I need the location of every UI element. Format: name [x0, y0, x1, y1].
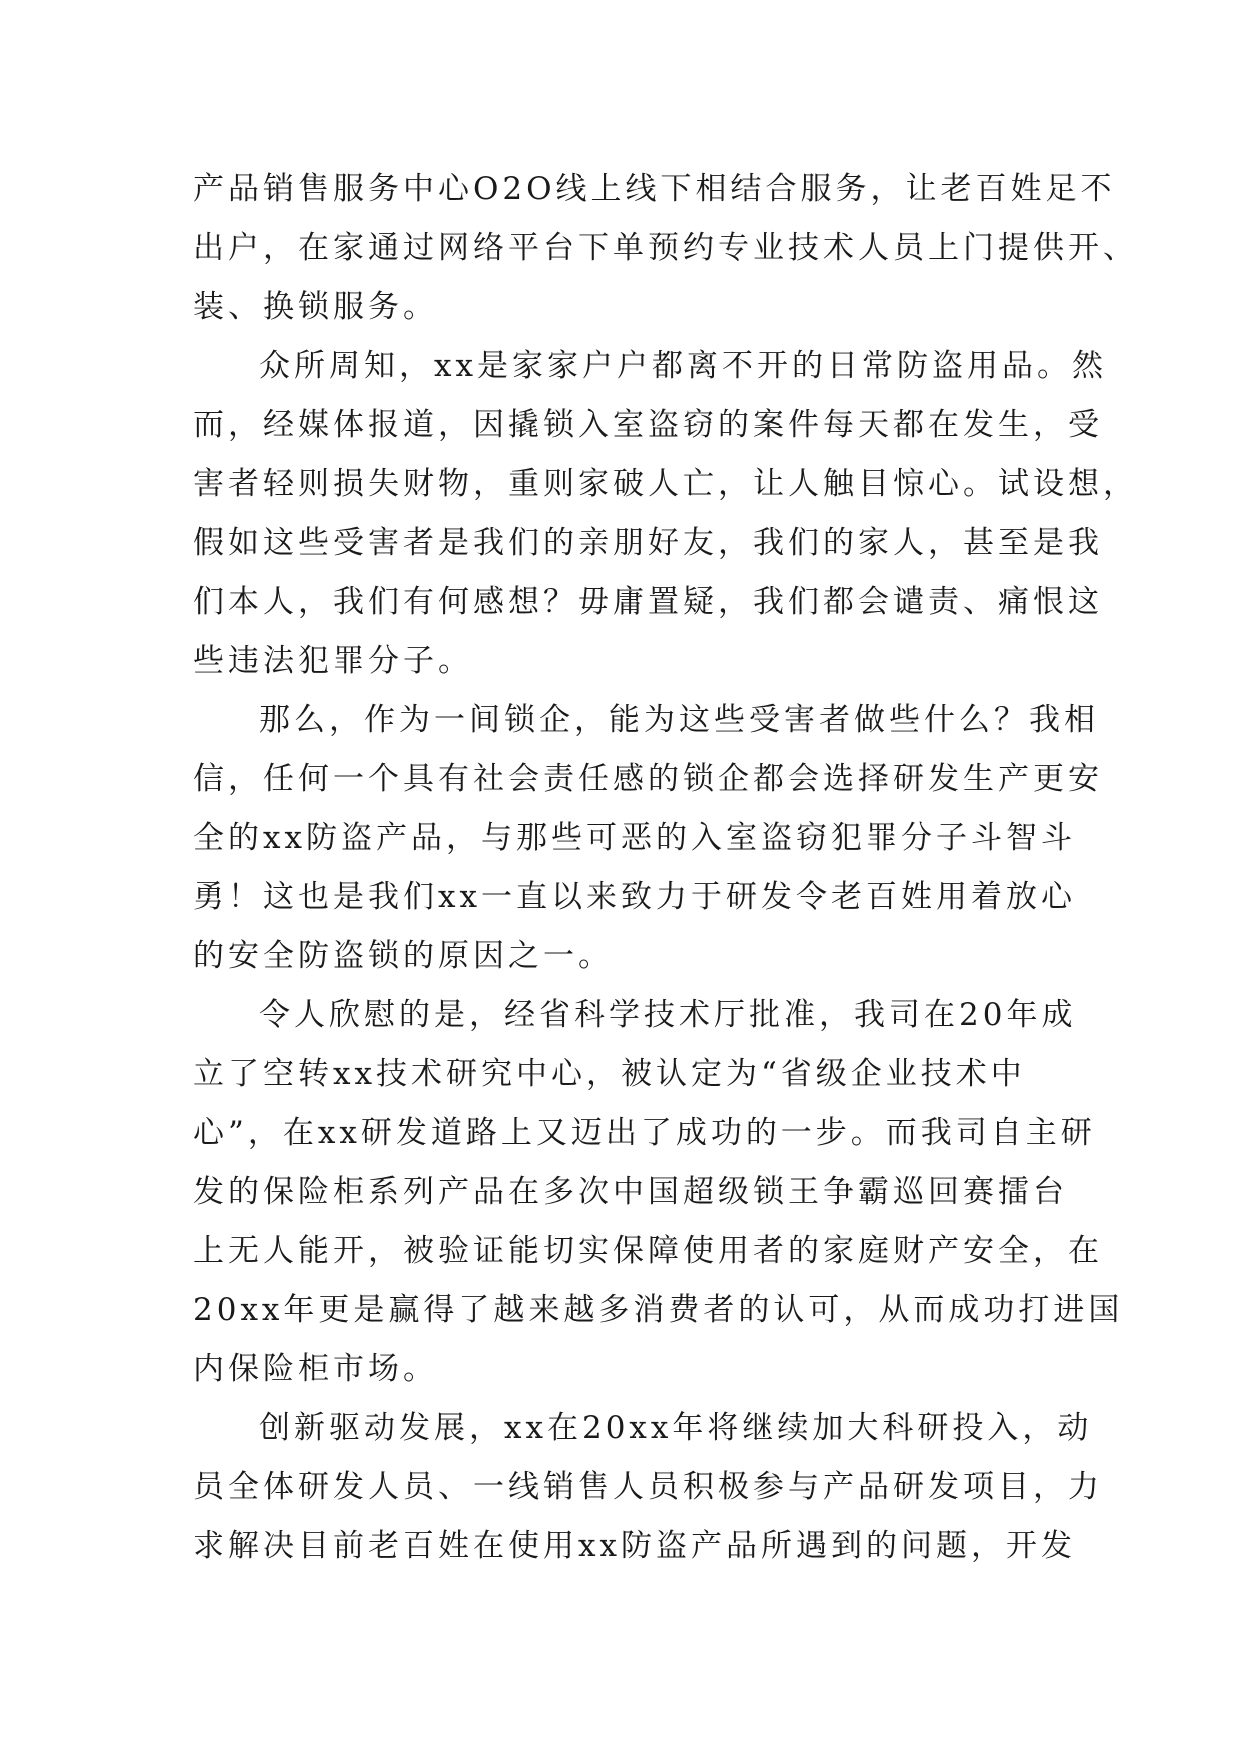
- text-line: 害者轻则损失财物，重则家破人亡，让人触目惊心。试设想，: [193, 466, 1138, 502]
- text-line: 假如这些受害者是我们的亲朋好友，我们的家人，甚至是我: [193, 525, 1103, 561]
- text-line: 些违法犯罪分子。: [193, 643, 473, 679]
- text-line: 产品销售服务中心O2O线上线下相结合服务，让老百姓足不: [193, 171, 1116, 207]
- text-line: 们本人，我们有何感想？毋庸置疑，我们都会谴责、痛恨这: [193, 584, 1103, 620]
- text-line: 员全体研发人员、一线销售人员积极参与产品研发项目，力: [193, 1469, 1103, 1505]
- paragraph-4: [193, 986, 1124, 1399]
- text-line: 发的保险柜系列产品在多次中国超级锁王争霸巡回赛擂台: [193, 1174, 1068, 1210]
- text-line: 勇！这也是我们xx一直以来致力于研发令老百姓用着放心: [193, 879, 1076, 915]
- text-line: 创新驱动发展，xx在20xx年将继续加大科研投入，动: [259, 1410, 1093, 1446]
- text-line: 求解决目前老百姓在使用xx防盗产品所遇到的问题，开发: [193, 1528, 1076, 1564]
- text-line: 装、换锁服务。: [193, 289, 438, 325]
- text-line: 令人欣慰的是，经省科学技术厅批准，我司在20年成: [259, 997, 1077, 1033]
- text-line: 信，任何一个具有社会责任感的锁企都会选择研发生产更安: [193, 761, 1103, 797]
- document-body: [193, 160, 1138, 1576]
- text-line: 而，经媒体报道，因撬锁入室盗窃的案件每天都在发生，受: [193, 407, 1103, 443]
- text-line: 出户，在家通过网络平台下单预约专业技术人员上门提供开、: [193, 230, 1138, 266]
- paragraph-3: [193, 691, 1103, 986]
- paragraph-2: [193, 337, 1138, 691]
- paragraph-1: [193, 160, 1138, 337]
- text-line: 20xx年更是赢得了越来越多消费者的认可，从而成功打进国: [193, 1292, 1124, 1328]
- paragraph-5: [193, 1399, 1103, 1576]
- text-line: 立了空转xx技术研究中心，被认定为“省级企业技术中: [193, 1056, 1026, 1092]
- text-line: 的安全防盗锁的原因之一。: [193, 938, 613, 974]
- text-line: 那么，作为一间锁企，能为这些受害者做些什么？我相: [259, 702, 1099, 738]
- text-line: 众所周知，xx是家家户户都离不开的日常防盗用品。然: [259, 348, 1107, 384]
- text-line: 心”，在xx研发道路上又迈出了成功的一步。而我司自主研: [193, 1115, 1096, 1151]
- text-line: 上无人能开，被验证能切实保障使用者的家庭财产安全，在: [193, 1233, 1103, 1269]
- text-line: 全的xx防盗产品，与那些可恶的入室盗窃犯罪分子斗智斗: [193, 820, 1076, 856]
- text-line: 内保险柜市场。: [193, 1351, 438, 1387]
